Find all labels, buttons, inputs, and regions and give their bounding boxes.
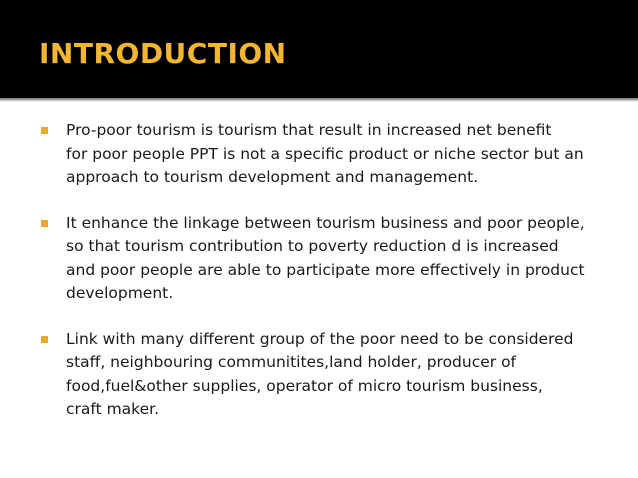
bullet-line: craft maker. xyxy=(66,400,160,418)
bullet-line: for poor people PPT is not a specific product or niche sector but an xyxy=(66,144,584,163)
bullet-list xyxy=(40,119,610,444)
slide-title: INTRODUCTION xyxy=(39,37,287,70)
bullet-line: development. xyxy=(66,284,174,302)
bullet-line: Pro-poor tourism is tourism that result in increased net benefit xyxy=(66,121,552,139)
bullet-line: staff, neighbouring communitites,land holder, producer of xyxy=(66,353,517,371)
bullet-line: so that tourism contribution to poverty reduction d is increased xyxy=(66,237,559,255)
bullet-line: food,fuel&other supplies, operator of micro tourism business, xyxy=(66,376,543,395)
title-bar xyxy=(0,0,638,98)
bullet-line: Link with many different group of the poor need to be considered xyxy=(66,329,574,348)
bullet-item xyxy=(40,328,610,422)
bullet-line: approach to tourism development and management. xyxy=(66,168,479,186)
bullet-item xyxy=(40,119,610,190)
bullet-line: It enhance the linkage between tourism business and poor people, xyxy=(66,213,585,232)
bullet-item xyxy=(40,212,610,306)
square-bullet-icon xyxy=(41,220,48,227)
square-bullet-icon xyxy=(41,127,48,134)
bullet-line: and poor people are able to participate more effectively in product xyxy=(66,260,585,279)
square-bullet-icon xyxy=(41,336,48,343)
